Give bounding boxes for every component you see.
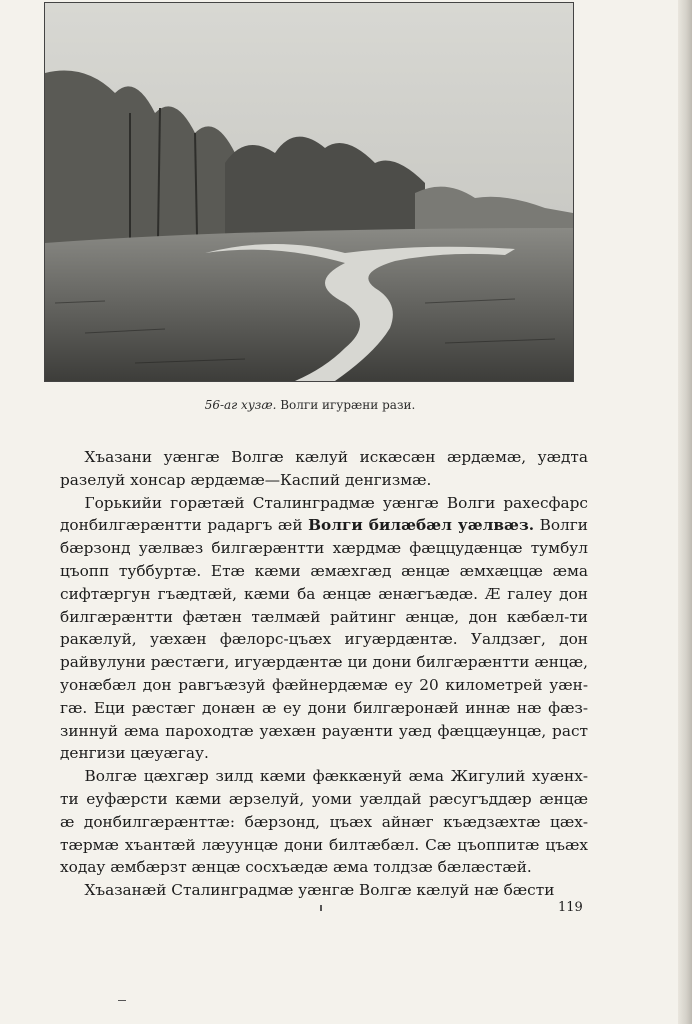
landscape-illustration <box>44 2 574 382</box>
figure-caption-text: Волги игурæни рази. <box>276 398 416 412</box>
paragraph <box>60 446 588 492</box>
page-number: 119 <box>558 900 583 915</box>
landscape-picture <box>45 3 573 381</box>
bold-term: Волги билæбæл уæлвæз. <box>308 516 535 535</box>
figure-caption <box>0 398 620 412</box>
paragraph-text: Хъазани уæнгæ Волгæ кæлуй искæсæн æрдæмæ, уæдта разелуй хонсар æрдæмæ—Каспий денгизмæ. <box>60 448 588 489</box>
paragraph-text: Волги бæрзонд уæлвæз билгæрæнтти хæрдмæ фæццудæнцæ тумбул цъопп туббуртæ. Етæ кæми æмæхгæд æнцæ æмхæццæ æма сифтæргун гъæдтæй, кæми ба æнцæ æнæгъæдæ. Æ галеу дон билгæрæнтти фæтæн тæлмæй райтинг æнцæ, дон кæбæл-ти ракæлуй, уæхæн фæлорс-цъæх игуæрдæнтæ. Уалдзæг, дон райвулуни рæстæги, игуæрдæнтæ ци дони билгæрæнтти æнцæ, уонæбæл дон равгъæзуй фæйнердæмæ еу 20 километрей уæн-гæ. Еци рæстæг донæн æ еу дони билгæронæй иннæ нæ фæз-зиннуй æма пароходтæ уæхæн рауæнти уæд фæццæунцæ, раст денгизи цæуæгау. <box>60 516 588 763</box>
paragraph-text: Хъазанæй Сталинградмæ уæнгæ Волгæ кæлуй нæ бæсти <box>84 881 555 900</box>
body-text <box>60 446 588 902</box>
paragraph <box>60 492 588 766</box>
page-edge-shadow <box>678 0 692 1024</box>
stray-mark <box>320 905 322 911</box>
figure-number: 56-аг хузæ. <box>204 398 277 412</box>
paragraph-text: Волгæ цæхгæр зилд кæми фæккæнуй æма Жигулий хуæнх-ти еуфæрсти кæми æрзелуй, уоми уæлдай рæсугъддæр æнцæ æ донбилгæрæнттæ: бæрзонд, цъæх айнæг къæдзæхтæ цæх-тæрмæ хъантæй лæуунцæ дони билтæбæл. Сæ цъоппитæ цъæх ходау æмбæрзт æнцæ сосхъæдæ æма толдзæ бæлæстæй. <box>60 767 588 877</box>
paragraph <box>60 879 588 902</box>
paragraph-text: Горькийи горæтæй Сталинградмæ уæнгæ Волги рахесфарс донбилгæрæнтти радаргъ æй <box>60 493 588 535</box>
paragraph <box>60 765 588 879</box>
stray-mark <box>118 1000 126 1001</box>
